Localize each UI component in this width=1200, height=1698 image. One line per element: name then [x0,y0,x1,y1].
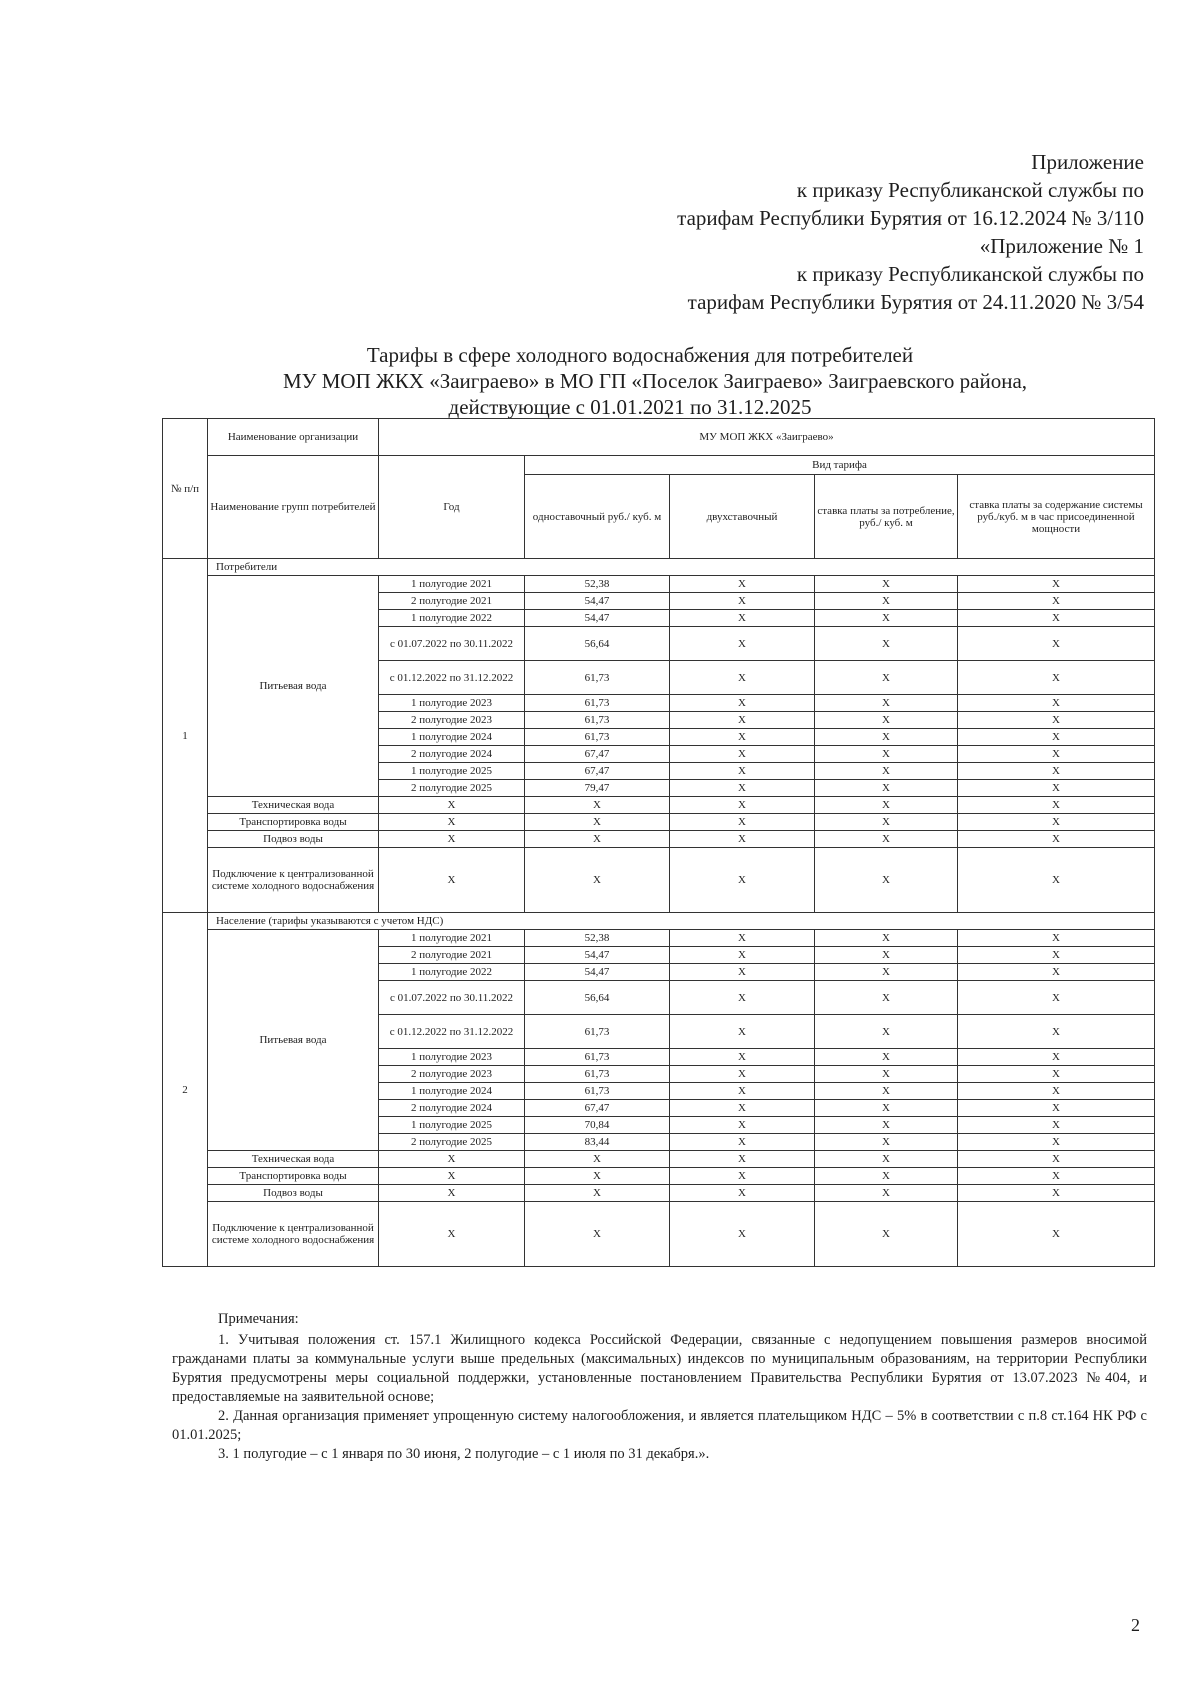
consumption-rate-value: X [815,695,958,712]
single-rate-value: 61,73 [525,695,670,712]
group-name: Техническая вода [208,1151,379,1168]
single-rate-value: 67,47 [525,1100,670,1117]
two-rate-value: X [670,831,815,848]
two-rate-value: X [670,1185,815,1202]
capacity-rate-value: X [958,729,1155,746]
period-cell: 2 полугодие 2021 [379,947,525,964]
notes-block [172,1310,1147,1464]
single-rate-value: 61,73 [525,1066,670,1083]
consumption-rate-value: X [815,1168,958,1185]
two-rate-value: X [670,981,815,1015]
capacity-rate-value: X [958,814,1155,831]
header-line: тарифам Республики Бурятия от 24.11.2020 № 3/54 [687,290,1144,314]
table-row [163,576,1155,593]
two-rate-value: X [670,1134,815,1151]
period-cell: 1 полугодие 2024 [379,1083,525,1100]
consumption-rate-value: X [815,763,958,780]
notes-title: Примечания: [218,1311,299,1327]
period-cell: 1 полугодие 2022 [379,964,525,981]
single-rate-value: 56,64 [525,981,670,1015]
table-row [163,831,1155,848]
header-tariff-type: Вид тарифа [525,456,1155,475]
group-name: Подвоз воды [208,831,379,848]
note-item: 3. 1 полугодие – с 1 января по 30 июня, 2 полугодие – с 1 июля по 31 декабря.». [218,1446,710,1462]
section-heading-row [163,913,1155,930]
header-np: № п/п [163,419,208,559]
group-name: Транспортировка воды [208,814,379,831]
capacity-rate-value: X [958,576,1155,593]
consumption-rate-value: X [815,746,958,763]
capacity-rate-value: X [958,1151,1155,1168]
period-cell: X [379,1168,525,1185]
two-rate-value: X [670,1168,815,1185]
consumption-rate-value: X [815,729,958,746]
single-rate-value: X [525,831,670,848]
section-number: 1 [163,559,208,913]
header-group: Наименование групп потребителей [208,456,379,559]
header-line: к приказу Республиканской службы по [796,178,1144,202]
header-capacity-rate: ставка платы за содержание системы руб./куб. м в час присоединенной мощности [958,475,1155,559]
note-item: 2. Данная организация применяет упрощенную систему налогообложения, и является плательщиком НДС – 5% в соответствии с п.8 ст.164 НК РФ с 01.01.2025; [172,1408,1147,1443]
consumption-rate-value: X [815,661,958,695]
period-cell: 1 полугодие 2023 [379,695,525,712]
two-rate-value: X [670,797,815,814]
single-rate-value: X [525,814,670,831]
single-rate-value: 56,64 [525,627,670,661]
appendix-header [444,148,1144,316]
single-rate-value: 67,47 [525,746,670,763]
two-rate-value: X [670,746,815,763]
consumption-rate-value: X [815,1134,958,1151]
period-cell: X [379,1202,525,1267]
title-line: МУ МОП ЖКХ «Заиграево» в МО ГП «Поселок Заиграево» Заиграевского района, [282,369,1028,393]
capacity-rate-value: X [958,1168,1155,1185]
capacity-rate-value: X [958,695,1155,712]
two-rate-value: X [670,610,815,627]
section-heading-row [163,559,1155,576]
period-cell: 2 полугодие 2023 [379,712,525,729]
period-cell: 1 полугодие 2025 [379,1117,525,1134]
drinking-water-label: Питьевая вода [208,576,379,797]
single-rate-value: 83,44 [525,1134,670,1151]
two-rate-value: X [670,627,815,661]
period-cell: с 01.07.2022 по 30.11.2022 [379,981,525,1015]
header-single-rate: одноставочный руб./ куб. м [525,475,670,559]
capacity-rate-value: X [958,1185,1155,1202]
two-rate-value: X [670,593,815,610]
single-rate-value: 52,38 [525,576,670,593]
consumption-rate-value: X [815,610,958,627]
period-cell: с 01.07.2022 по 30.11.2022 [379,627,525,661]
section-heading: Потребители [208,559,1155,576]
single-rate-value: 79,47 [525,780,670,797]
two-rate-value: X [670,1100,815,1117]
capacity-rate-value: X [958,712,1155,729]
capacity-rate-value: X [958,797,1155,814]
single-rate-value: 61,73 [525,1083,670,1100]
consumption-rate-value: X [815,576,958,593]
single-rate-value: 52,38 [525,930,670,947]
two-rate-value: X [670,1015,815,1049]
single-rate-value: 54,47 [525,964,670,981]
capacity-rate-value: X [958,848,1155,913]
consumption-rate-value: X [815,964,958,981]
two-rate-value: X [670,661,815,695]
two-rate-value: X [670,930,815,947]
consumption-rate-value: X [815,780,958,797]
consumption-rate-value: X [815,1151,958,1168]
capacity-rate-value: X [958,1049,1155,1066]
single-rate-value: X [525,1151,670,1168]
single-rate-value: 61,73 [525,712,670,729]
single-rate-value: 54,47 [525,947,670,964]
two-rate-value: X [670,1151,815,1168]
group-name: Транспортировка воды [208,1168,379,1185]
period-cell: 2 полугодие 2025 [379,1134,525,1151]
period-cell: 2 полугодие 2024 [379,1100,525,1117]
capacity-rate-value: X [958,1015,1155,1049]
header-consumption-rate: ставка платы за потребление, руб./ куб. м [815,475,958,559]
single-rate-value: X [525,848,670,913]
header-line: к приказу Республиканской службы по [796,262,1144,286]
period-cell: 1 полугодие 2022 [379,610,525,627]
period-cell: X [379,831,525,848]
table-row [163,930,1155,947]
period-cell: 2 полугодие 2025 [379,780,525,797]
two-rate-value: X [670,695,815,712]
two-rate-value: X [670,814,815,831]
two-rate-value: X [670,780,815,797]
consumption-rate-value: X [815,1049,958,1066]
two-rate-value: X [670,763,815,780]
consumption-rate-value: X [815,1100,958,1117]
capacity-rate-value: X [958,1202,1155,1267]
table-row [163,1202,1155,1267]
section-number: 2 [163,913,208,1267]
single-rate-value: X [525,1185,670,1202]
title-line: Тарифы в сфере холодного водоснабжения для потребителей [366,343,914,367]
consumption-rate-value: X [815,593,958,610]
table-row [163,848,1155,913]
single-rate-value: X [525,1168,670,1185]
header-year: Год [379,456,525,559]
org-name: МУ МОП ЖКХ «Заиграево» [379,419,1155,456]
capacity-rate-value: X [958,763,1155,780]
document-title [120,342,1120,420]
consumption-rate-value: X [815,947,958,964]
capacity-rate-value: X [958,831,1155,848]
period-cell: X [379,814,525,831]
consumption-rate-value: X [815,1185,958,1202]
period-cell: с 01.12.2022 по 31.12.2022 [379,1015,525,1049]
capacity-rate-value: X [958,1100,1155,1117]
period-cell: 2 полугодие 2021 [379,593,525,610]
header-line: тарифам Республики Бурятия от 16.12.2024 № 3/110 [677,206,1144,230]
header-two-rate: двухставочный [670,475,815,559]
section-heading: Население (тарифы указываются с учетом НДС) [208,913,1155,930]
consumption-rate-value: X [815,627,958,661]
capacity-rate-value: X [958,947,1155,964]
drinking-water-label: Питьевая вода [208,930,379,1151]
capacity-rate-value: X [958,1134,1155,1151]
table-row [163,1168,1155,1185]
period-cell: 1 полугодие 2021 [379,576,525,593]
consumption-rate-value: X [815,814,958,831]
consumption-rate-value: X [815,1066,958,1083]
tariff-table [162,418,1155,1267]
single-rate-value: 61,73 [525,729,670,746]
single-rate-value: 61,73 [525,661,670,695]
capacity-rate-value: X [958,1117,1155,1134]
consumption-rate-value: X [815,831,958,848]
group-name: Подключение к централизованной системе холодного водоснабжения [208,1202,379,1267]
capacity-rate-value: X [958,593,1155,610]
period-cell: 2 полугодие 2023 [379,1066,525,1083]
page-number: 2 [1131,1615,1140,1635]
table-row [163,797,1155,814]
capacity-rate-value: X [958,981,1155,1015]
capacity-rate-value: X [958,1083,1155,1100]
two-rate-value: X [670,947,815,964]
capacity-rate-value: X [958,627,1155,661]
period-cell: с 01.12.2022 по 31.12.2022 [379,661,525,695]
consumption-rate-value: X [815,930,958,947]
single-rate-value: 67,47 [525,763,670,780]
consumption-rate-value: X [815,1015,958,1049]
two-rate-value: X [670,1202,815,1267]
two-rate-value: X [670,1083,815,1100]
table-row [163,1185,1155,1202]
period-cell: 1 полугодие 2021 [379,930,525,947]
group-name: Подключение к централизованной системе холодного водоснабжения [208,848,379,913]
capacity-rate-value: X [958,964,1155,981]
two-rate-value: X [670,848,815,913]
capacity-rate-value: X [958,661,1155,695]
consumption-rate-value: X [815,1117,958,1134]
note-item: 1. Учитывая положения ст. 157.1 Жилищного кодекса Российской Федерации, связанные с недопущением повышения размеров вносимой гражданами платы за коммунальные услуги выше предельных (максимальных) индексов по муниципальным образованиям, на территории Республики Бурятия предусмотрены меры социальной поддержки, установленные постановлением Правительства Республики Бурятия от 13.07.2023 №404, и предоставляемые на заявительной основе; [172,1332,1147,1405]
capacity-rate-value: X [958,746,1155,763]
group-name: Подвоз воды [208,1185,379,1202]
period-cell: 1 полугодие 2024 [379,729,525,746]
single-rate-value: 54,47 [525,610,670,627]
two-rate-value: X [670,729,815,746]
two-rate-value: X [670,576,815,593]
consumption-rate-value: X [815,797,958,814]
two-rate-value: X [670,1117,815,1134]
two-rate-value: X [670,712,815,729]
consumption-rate-value: X [815,1202,958,1267]
capacity-rate-value: X [958,930,1155,947]
period-cell: X [379,1151,525,1168]
period-cell: X [379,797,525,814]
consumption-rate-value: X [815,1083,958,1100]
period-cell: 2 полугодие 2024 [379,746,525,763]
period-cell: 1 полугодие 2025 [379,763,525,780]
single-rate-value: X [525,797,670,814]
consumption-rate-value: X [815,981,958,1015]
header-line: «Приложение № 1 [979,234,1144,258]
title-line: действующие с 01.01.2021 по 31.12.2025 [448,395,812,419]
two-rate-value: X [670,964,815,981]
single-rate-value: 61,73 [525,1049,670,1066]
period-cell: X [379,848,525,913]
single-rate-value: 54,47 [525,593,670,610]
group-name: Техническая вода [208,797,379,814]
period-cell: 1 полугодие 2023 [379,1049,525,1066]
period-cell: X [379,1185,525,1202]
single-rate-value: X [525,1202,670,1267]
single-rate-value: 61,73 [525,1015,670,1049]
two-rate-value: X [670,1066,815,1083]
capacity-rate-value: X [958,1066,1155,1083]
table-row [163,814,1155,831]
capacity-rate-value: X [958,780,1155,797]
capacity-rate-value: X [958,610,1155,627]
header-line: Приложение [1031,150,1144,174]
table-row [163,1151,1155,1168]
two-rate-value: X [670,1049,815,1066]
single-rate-value: 70,84 [525,1117,670,1134]
header-org-name: Наименование организации [208,419,379,456]
consumption-rate-value: X [815,712,958,729]
consumption-rate-value: X [815,848,958,913]
